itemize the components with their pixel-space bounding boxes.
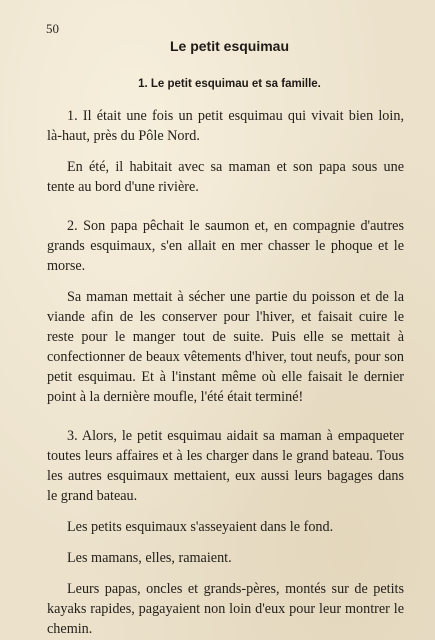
page-number: 50	[46, 21, 59, 36]
paragraph: En été, il habitait avec sa maman et son papa sous une tente au bord d'une rivière.	[47, 159, 404, 195]
section-subtitle: 1. Le petit esquimau et sa famille.	[138, 78, 321, 90]
paragraph: Leurs papas, oncles et grands-pères, montés sur de petits kayaks rapides, pagayaient non loin d'eux pour leur montrer le chemin.	[47, 581, 404, 637]
body-text	[47, 106, 404, 639]
paragraph: 3. Alors, le petit esquimau aidait sa maman à empaqueter toutes leurs affaires et à les charger dans le grand bateau. Tous les autres esquimaux mettaient, eux aussi leurs bagages dans le grand bateau.	[47, 428, 404, 504]
paragraph: Sa maman mettait à sécher une partie du poisson et de la viande afin de les conserver pour l'hiver, et faisait cuire le reste pour le manger tout de suite. Puis elle se mettait à confectionner de beaux vêtements d'hiver, tout neufs, pour son petit esquimau. Et à l'instant même où elle faisait le dernier point à la dernière moufle, l'été était terminé!	[47, 289, 404, 405]
paragraph: 2. Son papa pêchait le saumon et, en compagnie d'autres grands esquimaux, s'en allait en mer chasser le phoque et le morse.	[47, 218, 404, 274]
paragraph: Les petits esquimaux s'asseyaient dans le fond.	[67, 519, 334, 535]
chapter-title: Le petit esquimau	[169, 38, 290, 54]
paragraph: 1. Il était une fois un petit esquimau qui vivait bien loin, là-haut, près du Pôle Nord.	[47, 108, 404, 144]
paragraph: Les mamans, elles, ramaient.	[67, 550, 232, 566]
